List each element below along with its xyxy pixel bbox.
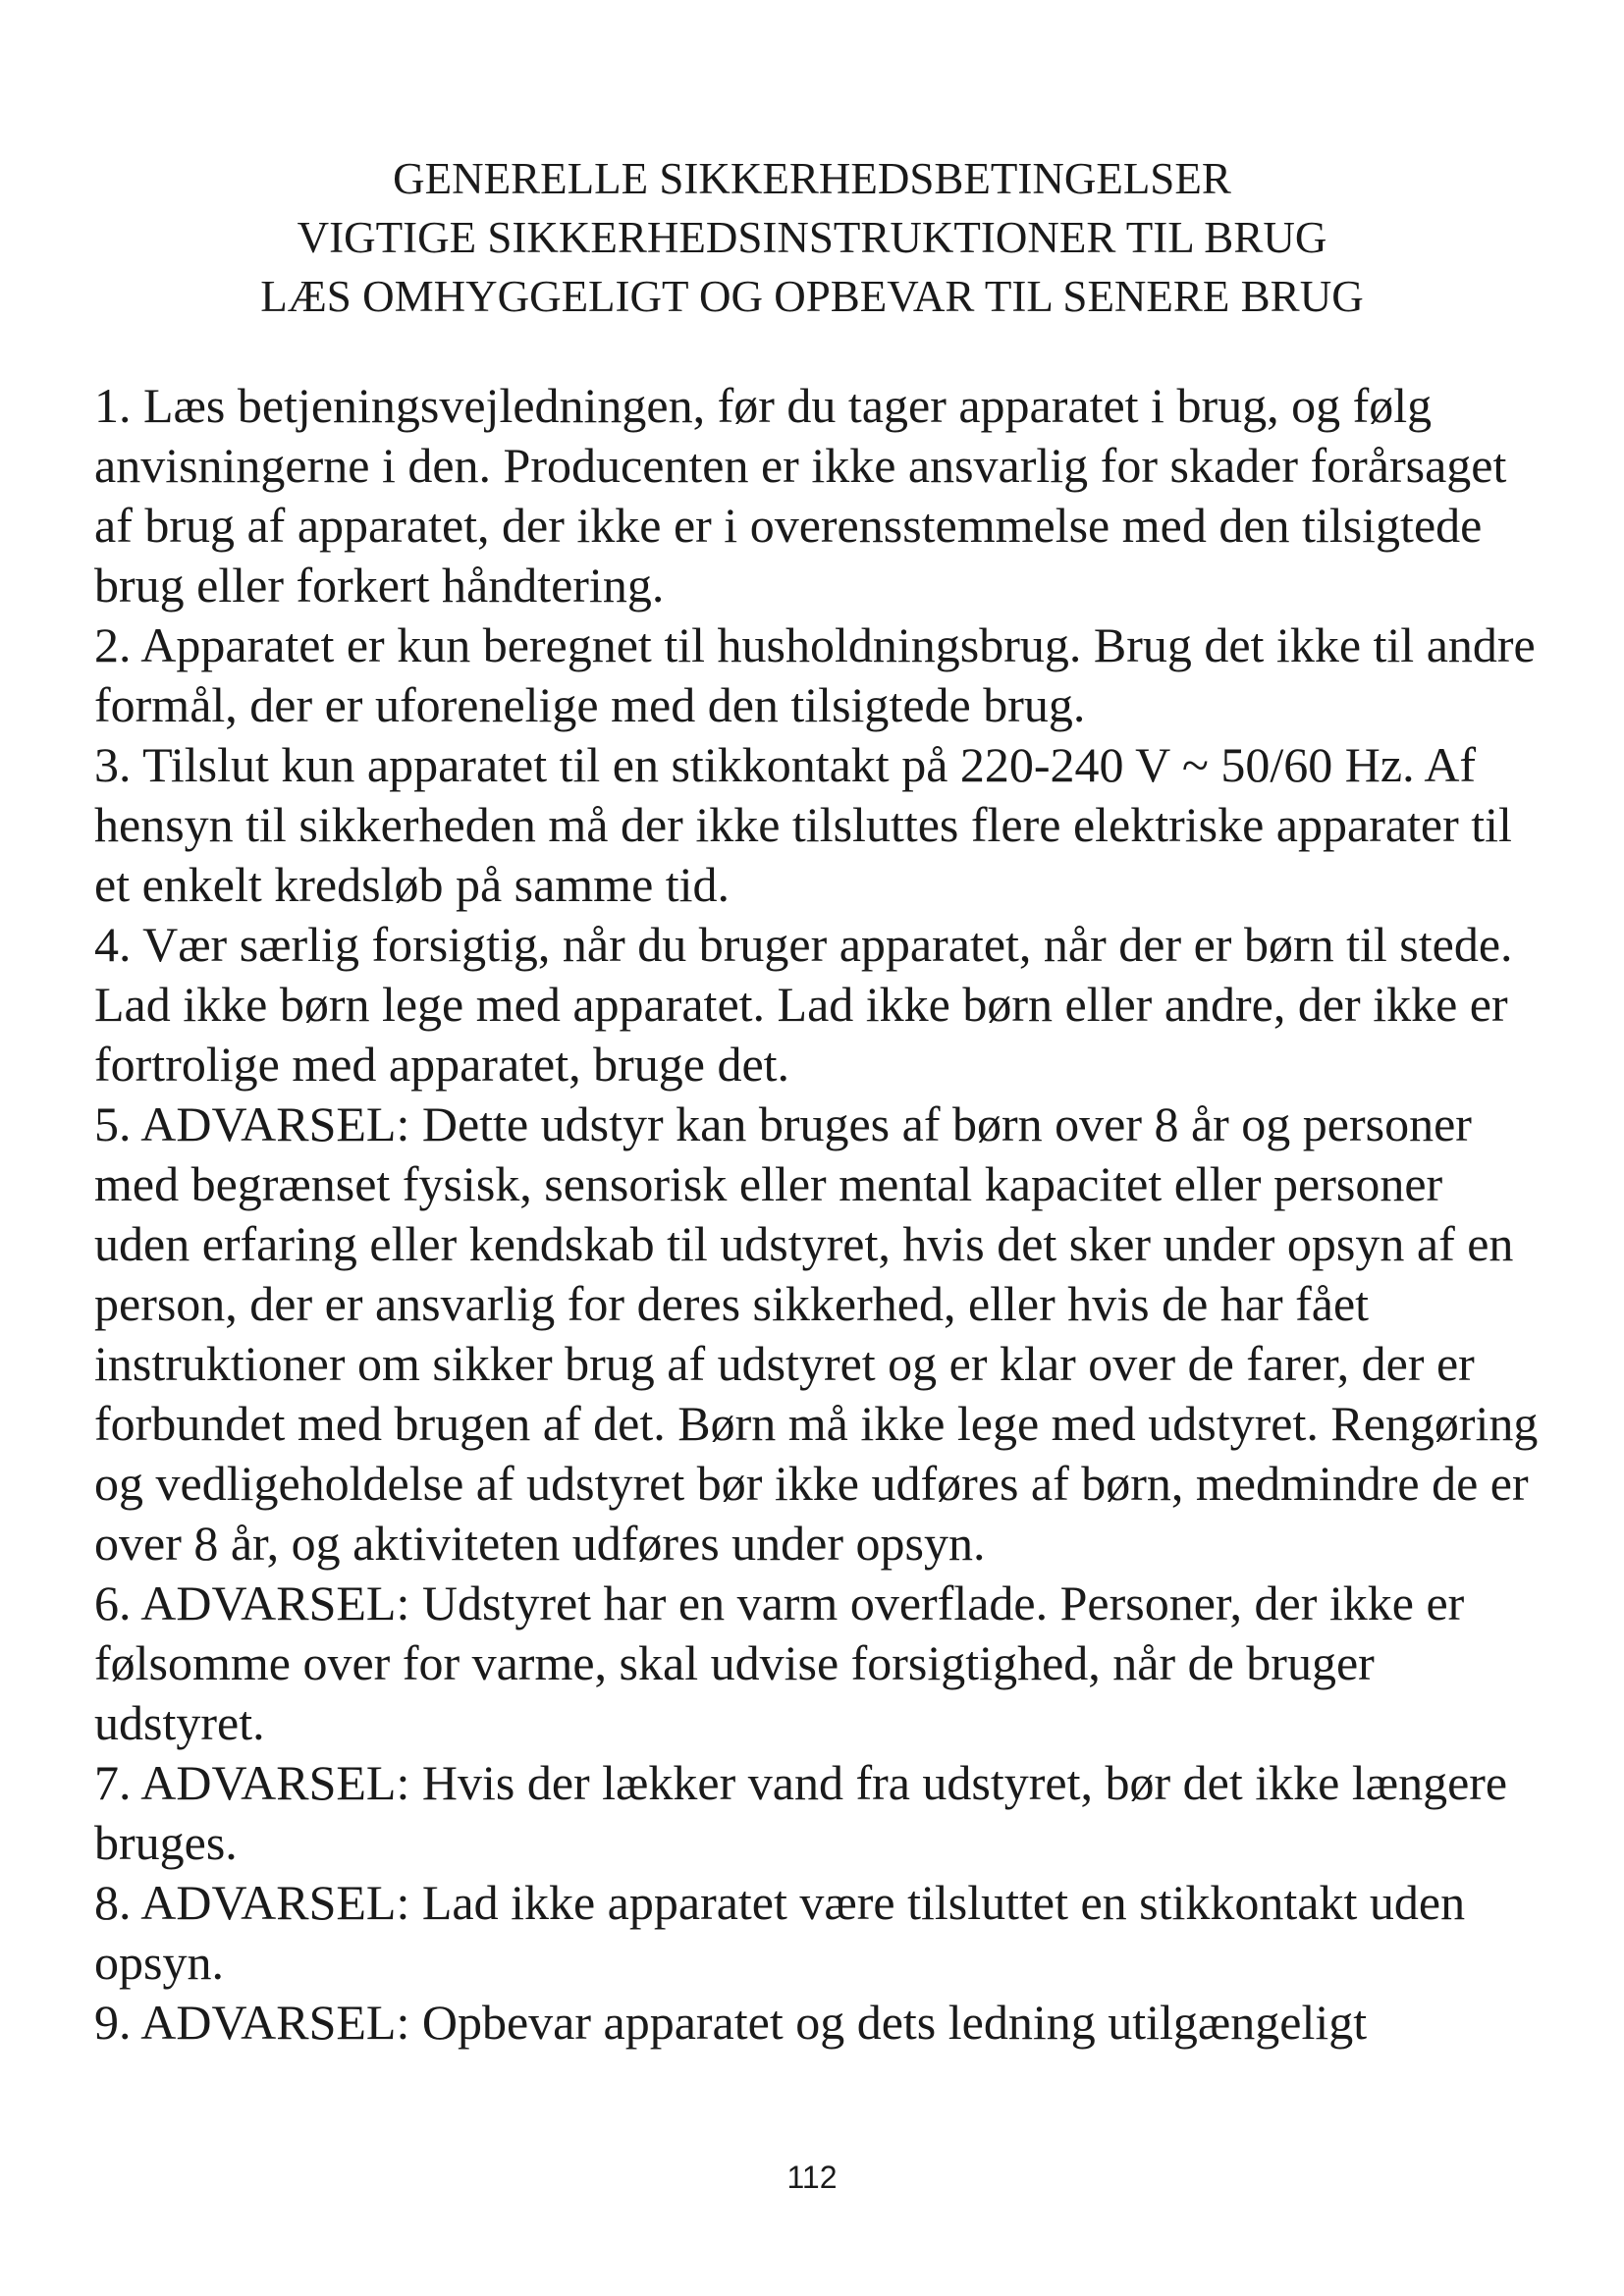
heading-line-3: LÆS OMHYGGELIGT OG OPBEVAR TIL SENERE BRUG bbox=[260, 272, 1364, 321]
safety-heading bbox=[0, 149, 1624, 326]
page-number: 112 bbox=[786, 2160, 838, 2195]
instruction-item-4: 4. Vær særlig forsigtig, når du bruger apparatet, når der er børn til stede. Lad ikke børn lege med apparatet. Lad ikke børn eller andre, der ikke er fortrolige med apparatet, bruge det. bbox=[94, 917, 1513, 1092]
instruction-item-8: 8. ADVARSEL: Lad ikke apparatet være tilsluttet en stikkontakt uden opsyn. bbox=[94, 1875, 1466, 1990]
instruction-item-3: 3. Tilslut kun apparatet til en stikkontakt på 220-240 V ~ 50/60 Hz. Af hensyn til sikkerheden må der ikke tilsluttes flere elektriske apparater til et enkelt kredsløb på samme tid. bbox=[94, 737, 1512, 912]
instruction-item-5: 5. ADVARSEL: Dette udstyr kan bruges af børn over 8 år og personer med begrænset fysisk, sensorisk eller mental kapacitet eller personer uden erfaring eller kendskab til udstyret, hvis det sker under opsyn af en person, der er ansvarlig for deres sikkerhed, eller hvis de har fået instruktioner om sikker brug af udstyret og er klar over de farer, der er forbundet med brugen af det. Børn må ikke lege med udstyret. Rengøring og vedligeholdelse af udstyret bør ikke udføres af børn, medmindre de er over 8 år, og aktiviteten udføres under opsyn. bbox=[94, 1096, 1539, 1571]
safety-instructions-list bbox=[94, 376, 1543, 2053]
instruction-item-2: 2. Apparatet er kun beregnet til husholdningsbrug. Brug det ikke til andre formål, der er uforenelige med den tilsigtede brug. bbox=[94, 617, 1536, 732]
heading-line-2: VIGTIGE SIKKERHEDSINSTRUKTIONER TIL BRUG bbox=[297, 213, 1327, 262]
instruction-item-7: 7. ADVARSEL: Hvis der lækker vand fra udstyret, bør det ikke længere bruges. bbox=[94, 1755, 1508, 1870]
instruction-item-9: 9. ADVARSEL: Opbevar apparatet og dets ledning utilgængeligt bbox=[94, 1995, 1368, 2050]
instruction-item-6: 6. ADVARSEL: Udstyret har en varm overflade. Personer, der ikke er følsomme over for varme, skal udvise forsigtighed, når de bruger udstyret. bbox=[94, 1575, 1465, 1750]
heading-line-1: GENERELLE SIKKERHEDSBETINGELSER bbox=[393, 154, 1231, 203]
instruction-item-1: 1. Læs betjeningsvejledningen, før du tager apparatet i brug, og følg anvisningerne i den. Producenten er ikke ansvarlig for skader forårsaget af brug af apparatet, der ikke er i overensstemmelse med den tilsigtede brug eller forkert håndtering. bbox=[94, 378, 1507, 613]
